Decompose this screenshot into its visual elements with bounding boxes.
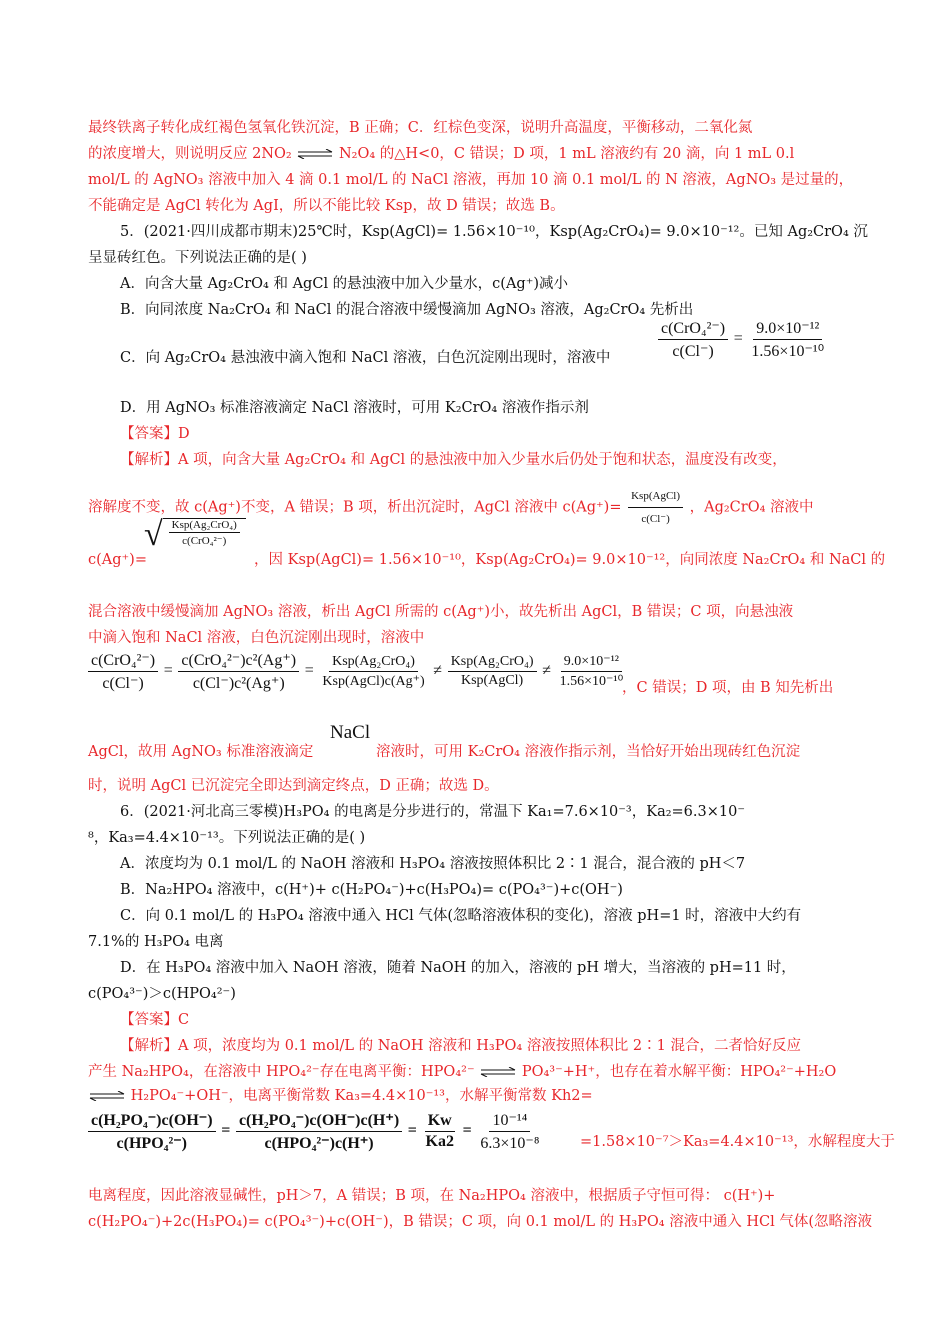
- explanation-line: 溶解度不变，故 c(Ag⁺)不变，A 错误；B 项，析出沉淀时，AgCl 溶液中 c(Ag⁺)= $\frac{\text{Ksp(AgCl)}}{c(Cl^-)}$ ，Ag₂CrO₄ 溶液中: [88, 486, 814, 529]
- formula-sqrt: √ $\frac{\text{Ksp(Ag₂CrO₄)}}{\text{c(CrO₄²⁻)}}$: [144, 518, 246, 552]
- formula-ratio-c: $\frac{\text{c(CrO₄²⁻)}}{c(Cl^-)}$ = $\frac{\text{9.0×10⁻¹²}}{\text{1.56×10⁻¹⁰}}$: [656, 318, 829, 361]
- option-c-cont: 7.1%的 H₃PO₄ 电离: [88, 934, 224, 950]
- option-b: B．向同浓度 Na₂CrO₄ 和 NaCl 的混合溶液中缓慢滴加 AgNO₃ 溶液，Ag₂CrO₄ 先析出: [120, 302, 694, 318]
- fraction: $\frac{\text{9.0×10⁻¹²}}{\text{1.56×10⁻¹⁰}}$: [559, 654, 624, 689]
- explanation-line: 溶液时，可用 K₂CrO₄ 溶液作指示剂，当恰好开始出现砖红色沉淀: [376, 744, 801, 760]
- option-c: C．向 0.1 mol/L 的 H₃PO₄ 溶液中通入 HCl 气体(忽略溶液体积的变化)，溶液 pH=1 时，溶液中大约有: [120, 908, 802, 924]
- option-a: A．浓度均为 0.1 mol/L 的 NaOH 溶液和 H₃PO₄ 溶液按照体积比 2∶1 混合，混合液的 pH＜7: [120, 856, 746, 872]
- answer-label: 【答案】D: [120, 426, 190, 442]
- explanation-line: ，因 Ksp(AgCl)= 1.56×10⁻¹⁰，Ksp(Ag₂CrO₄)= 9.0×10⁻¹²，向同浓度 Na₂CrO₄ 和 NaCl 的: [254, 552, 886, 568]
- question-6-stem: 6．(2021·河北高三零模)H₃PO₄ 的电离是分步进行的，常温下 Ka₁=7.6×10⁻³，Ka₂=6.3×10⁻: [120, 804, 745, 820]
- option-b: B．Na₂HPO₄ 溶液中，c(H⁺)+ c(H₂PO₄⁻)+c(H₃PO₄)= c(PO₄³⁻)+c(OH⁻): [120, 882, 623, 898]
- fraction: $\frac{\text{Ksp(Ag₂CrO₄)}}{\text{Ksp(AgCl)c(Ag⁺)}}$: [322, 653, 425, 689]
- fraction: $\frac{\text{9.0×10⁻¹²}}{\text{1.56×10⁻¹⁰}}$: [751, 320, 825, 360]
- option-d-cont: c(PO₄³⁻)＞c(HPO₄²⁻): [88, 986, 236, 1002]
- fraction: $\frac{\text{c(H₂PO₄⁻)c(OH⁻)c(H⁺)}}{\text{c(HPO₄²⁻)c(H⁺)}}$: [236, 1110, 402, 1153]
- text-line: mol/L 的 AgNO₃ 溶液中加入 4 滴 0.1 mol/L 的 NaCl 溶液，再加 10 滴 0.1 mol/L 的 N 溶液，AgNO₃ 是过量的，: [88, 172, 854, 188]
- fraction: $\frac{\text{c(CrO₄²⁻)}}{c(Cl^-)}$: [658, 318, 728, 361]
- explanation-line: 时，说明 AgCl 已沉淀完全即达到滴定终点，D 正确；故选 D。: [88, 778, 499, 794]
- text-line: 不能确定是 AgCl 转化为 AgI，所以不能比较 Ksp，故 D 错误；故选 B。: [88, 198, 565, 214]
- equilibrium-arrow-icon: [88, 1091, 126, 1101]
- explanation-line: AgCl，故用 AgNO₃ 标准溶液滴定: [88, 744, 314, 760]
- text-segment: 的浓度增大，则说明反应 2NO₂: [88, 146, 292, 162]
- fraction: $\frac{\text{c(CrO₄²⁻)c²(Ag⁺)}}{\text{c(Cl⁻)c²(Ag⁺)}}$: [178, 650, 299, 693]
- explanation-line: H₂PO₄⁻+OH⁻，电离平衡常数 Ka₃=4.4×10⁻¹³，水解平衡常数 Kh2=: [88, 1086, 593, 1106]
- fraction: $\frac{\text{Ksp(Ag₂CrO₄)}}{\text{c(CrO₄²⁻)}}$: [169, 519, 240, 547]
- explanation-line: 中滴入饱和 NaCl 溶液，白色沉淀刚出现时，溶液中: [88, 630, 425, 646]
- answer-label: 【答案】C: [120, 1012, 190, 1028]
- explanation-line: 【解析】A 项，浓度均为 0.1 mol/L 的 NaOH 溶液和 H₃PO₄ 溶液按照体积比 2∶1 混合，二者恰好反应: [120, 1038, 801, 1054]
- question-6-stem-cont: ⁸，Ka₃=4.4×10⁻¹³。下列说法正确的是( ): [88, 830, 366, 846]
- explanation-line: c(Ag⁺)=: [88, 552, 147, 568]
- equilibrium-arrow-icon: [296, 149, 334, 159]
- explanation-line: 电离程度，因此溶液显碱性，pH＞7，A 错误；B 项，在 Na₂HPO₄ 溶液中，根据质子守恒可得： c(H⁺)+: [88, 1188, 776, 1204]
- explanation-line: 【解析】A 项，向含大量 Ag₂CrO₄ 和 AgCl 的悬浊液中加入少量水后仍处于饱和状态，温度没有改变，: [120, 452, 787, 468]
- fraction: $\frac{\text{c(H₂PO₄⁻)c(OH⁻)}}{\text{c(HPO₄²⁻)}}$: [88, 1110, 216, 1153]
- fraction: $\frac{\text{Ksp(Ag₂CrO₄)}}{\text{Ksp(AgCl)}}$: [448, 654, 537, 689]
- equilibrium-arrow-icon: [479, 1067, 517, 1077]
- fraction: $\frac{\text{Ksp(AgCl)}}{c(Cl^-)}$: [628, 486, 683, 529]
- text-segment: N₂O₄ 的△H<0，C 错误；D 项，1 mL 溶液约有 20 滴，向 1 mL 0.l: [338, 146, 795, 162]
- fraction: $\frac{\text{c(CrO₄²⁻)}}{c(Cl^-)}$: [88, 650, 158, 693]
- text-line: 最终铁离子转化成红褐色氢氧化铁沉淀，B 正确；C．红棕色变深，说明升高温度，平衡移动，二氧化氮: [88, 120, 753, 136]
- formula-ratio-chain: $\frac{\text{c(CrO₄²⁻)}}{c(Cl^-)}$ = $\frac{\text{c(CrO₄²⁻)c²(Ag⁺)}}{\text{c(Cl⁻)c²(Ag⁺)}}$ = $\frac{\text{Ksp(Ag₂CrO₄)}}{\text{Ksp(AgCl)c(Ag⁺)}}$ ≠ $\frac{\text{Ksp(Ag₂CrO₄)}}{\text{Ksp(AgCl)}}$ ≠ $\frac{\text{9.0×10⁻¹²}}{\text{1.56×10⁻¹⁰}}$: [86, 650, 628, 693]
- explanation-line: 产生 Na₂HPO₄，在溶液中 HPO₄²⁻存在电离平衡：HPO₄²⁻ PO₄³⁻+H⁺，也存在着水解平衡：HPO₄²⁻+H₂O: [88, 1064, 837, 1080]
- explanation-line: =1.58×10⁻⁷＞Ka₃=4.4×10⁻¹³，水解程度大于: [580, 1134, 895, 1150]
- option-a: A．向含大量 Ag₂CrO₄ 和 AgCl 的悬浊液中加入少量水，c(Ag⁺)减小: [120, 276, 569, 292]
- option-d: D．用 AgNO₃ 标准溶液滴定 NaCl 溶液时，可用 K₂CrO₄ 溶液作指示剂: [120, 400, 589, 416]
- formula-kh2: $\frac{\text{c(H₂PO₄⁻)c(OH⁻)}}{\text{c(HPO₄²⁻)}}$ = $\frac{\text{c(H₂PO₄⁻)c(OH⁻)c(H⁺)}}{\text{c(HPO₄²⁻)c(H⁺)}}$ = $\frac{Kw}{Ka2}$ = $\frac{\text{10⁻¹⁴}}{\text{6.3×10⁻⁸}}$: [86, 1110, 544, 1153]
- explanation-line: c(H₂PO₄⁻)+2c(H₃PO₄)= c(PO₄³⁻)+c(OH⁻)，B 错误；C 项，向 0.1 mol/L 的 H₃PO₄ 溶液中通入 HCl 气体(忽略溶液: [88, 1214, 872, 1230]
- question-5-stem-cont: 呈显砖红色。下列说法正确的是( ): [88, 250, 307, 266]
- formula-nacl: NaCl: [330, 722, 371, 743]
- option-d: D．在 H₃PO₄ 溶液中加入 NaOH 溶液，随着 NaOH 的加入，溶液的 pH 增大，当溶液的 pH=11 时，: [120, 960, 796, 976]
- question-5-stem: 5．(2021·四川成都市期末)25℃时，Ksp(AgCl)= 1.56×10⁻¹⁰，Ksp(Ag₂CrO₄)= 9.0×10⁻¹²。已知 Ag₂CrO₄ 沉: [120, 224, 868, 240]
- explanation-line: ，C 错误；D 项，由 B 知先析出: [622, 680, 834, 696]
- option-c: C．向 Ag₂CrO₄ 悬浊液中滴入饱和 NaCl 溶液，白色沉淀刚出现时，溶液中: [120, 350, 611, 366]
- text-line: [88, 144, 794, 164]
- fraction: $\frac{\text{10⁻¹⁴}}{\text{6.3×10⁻⁸}}$: [480, 1112, 540, 1152]
- explanation-line: 混合溶液中缓慢滴加 AgNO₃ 溶液，析出 AgCl 所需的 c(Ag⁺)小，故先析出 AgCl，B 错误；C 项，向悬浊液: [88, 604, 794, 620]
- fraction: $\frac{Kw}{Ka2}$: [425, 1112, 454, 1150]
